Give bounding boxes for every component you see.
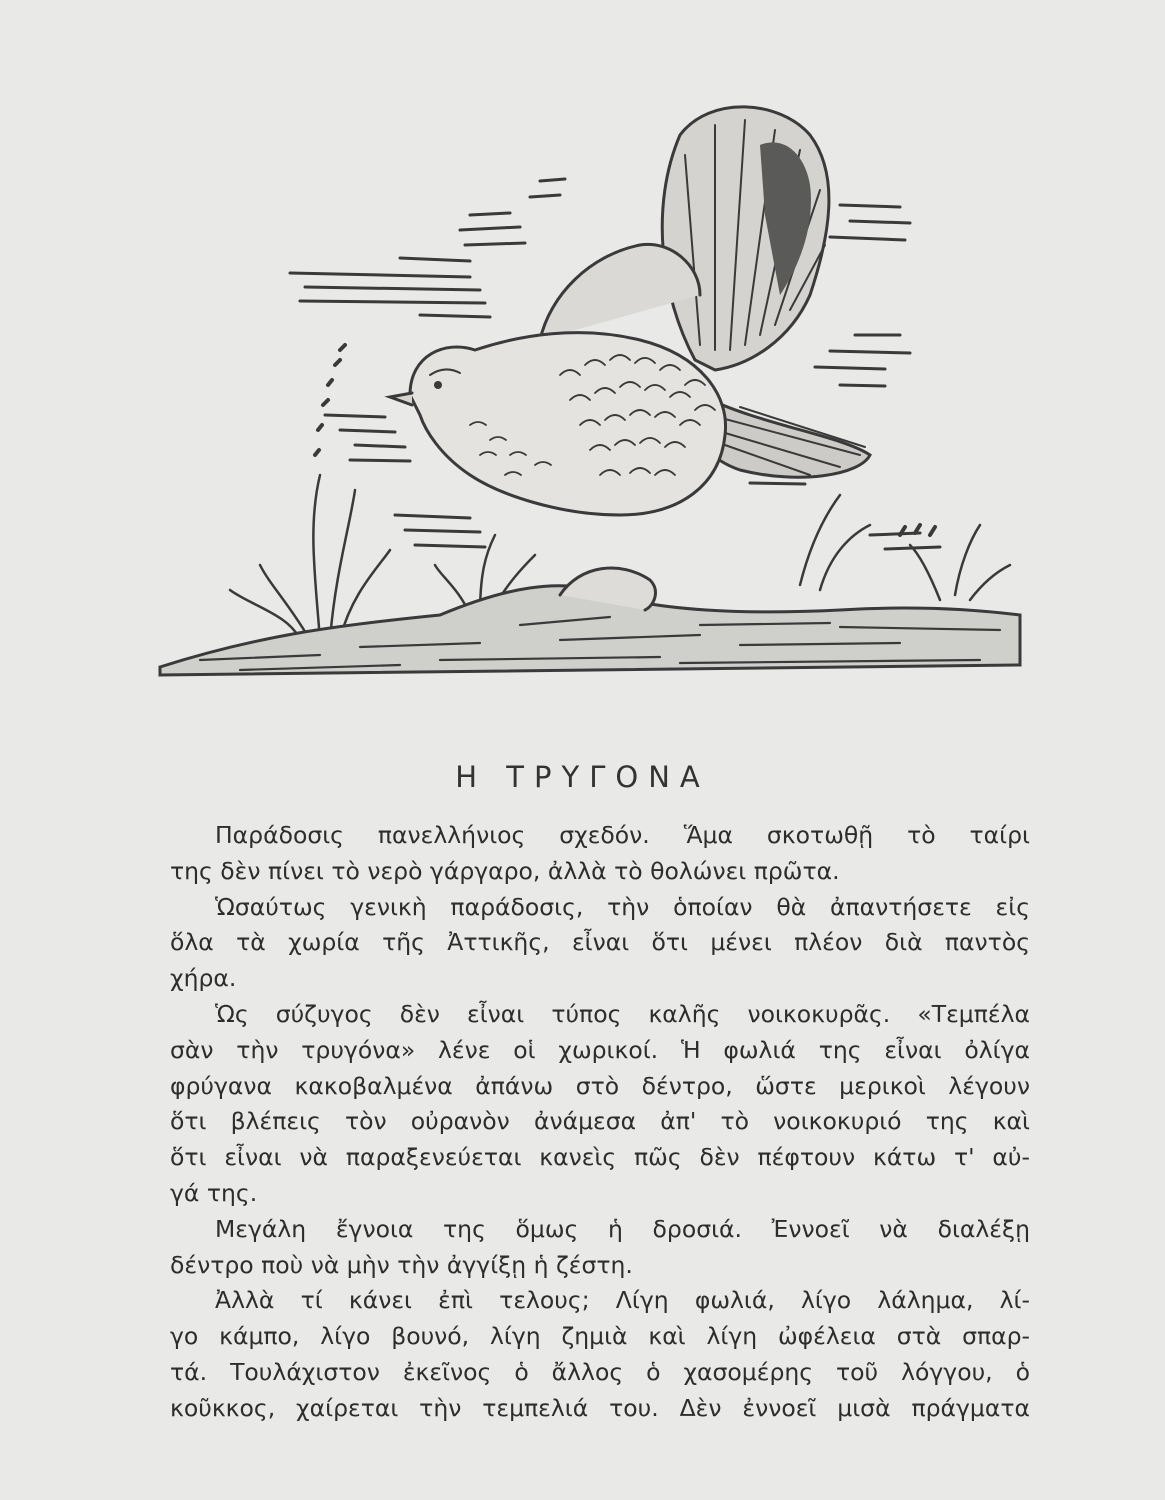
text-line: κοῦκκος, χαίρεται τὴν τεμπελιά του. Δὲν ἐννοεῖ μισὰ πράγματα (170, 1393, 1030, 1422)
turtle-dove-illustration (140, 95, 1030, 700)
text-line: Μεγάλη ἔγνοια της ὅμως ἡ δροσιά. Ἐννοεῖ νὰ διαλέξῃ (215, 1214, 1030, 1243)
text-line: χήρα. (170, 964, 237, 993)
text-line: της δὲν πίνει τὸ νερὸ γάργαρο, ἀλλὰ τὸ θολώνει πρῶτα. (170, 856, 840, 885)
text-line: Ἀλλὰ τί κάνει ἐπὶ τελους; Λίγη φωλιά, λίγο λάλημα, λί- (215, 1286, 1030, 1315)
text-line: γο κάμπο, λίγο βουνό, λίγη ζημιὰ καὶ λίγη ὠφέλεια στὰ σπαρ- (170, 1322, 1030, 1351)
text-line: Ὡσαύτως γενικὴ παράδοσις, τὴν ὁποίαν θὰ ἀπαντήσετε εἰς (215, 892, 1030, 921)
text-line: σὰν τὴν τρυγόνα» λένε οἱ χωρικοί. Ἡ φωλιά της εἶναι ὀλίγα (170, 1035, 1030, 1064)
text-line: Ὡς σύζυγος δὲν εἶναι τύπος καλῆς νοικοκυρᾶς. «Τεμπέλα (215, 999, 1030, 1028)
text-line: ὅτι εἶναι νὰ παραξενεύεται κανεὶς πῶς δὲν πέφτουν κάτω τ' αὐ- (170, 1143, 1030, 1172)
text-line: ὅλα τὰ χωρία τῆς Ἀττικῆς, εἶναι ὅτι μένει πλέον διὰ παντὸς (170, 928, 1030, 957)
text-line: Παράδοσις πανελλήνιος σχεδόν. Ἅμα σκοτωθῇ τὸ ταίρι (215, 821, 1030, 849)
text-line: φρύγανα κακοβαλμένα ἀπάνω στὸ δέντρο, ὥστε μερικοὶ λέγουν (170, 1071, 1030, 1100)
text-line: δέντρο ποὺ νὰ μὴν τὴν ἀγγίξῃ ἡ ζέστη. (170, 1250, 633, 1279)
text-line: ὅτι βλέπεις τὸν οὐρανὸν ἀνάμεσα ἀπ' τὸ νοικοκυριό της καὶ (170, 1107, 1030, 1136)
text-line: γά της. (170, 1178, 258, 1207)
body-text (170, 818, 1030, 1427)
text-line: τά. Τουλάχιστον ἐκεῖνος ὁ ἄλλος ὁ χασομέρης τοῦ λόγγου, ὁ (170, 1357, 1030, 1386)
page-title: Η ΤΡΥΓΟΝΑ (455, 760, 710, 794)
